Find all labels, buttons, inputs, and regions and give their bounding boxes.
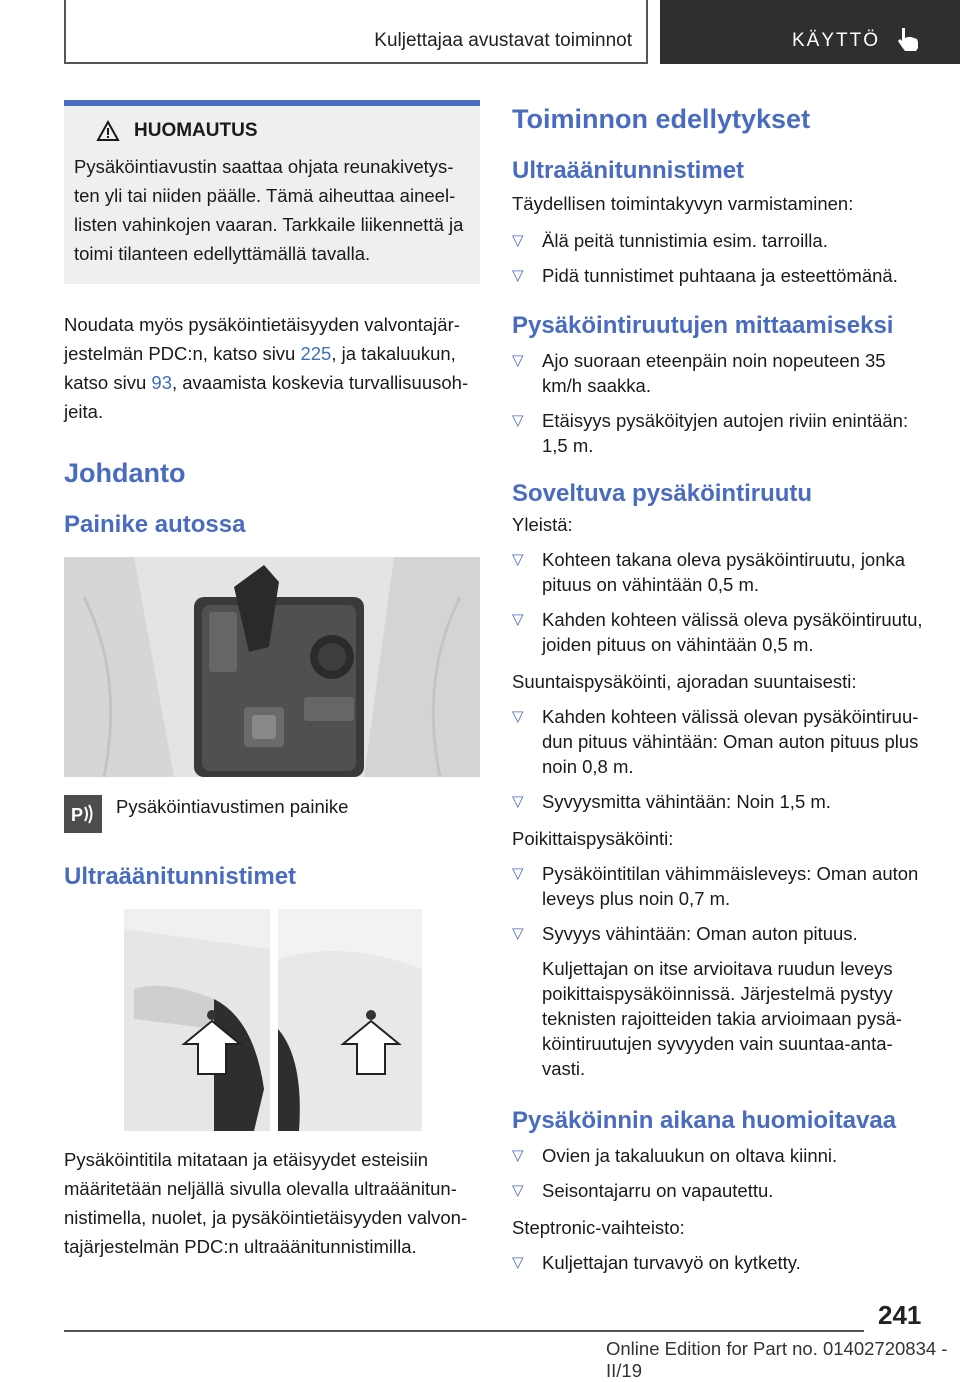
center-console-photo <box>64 557 480 777</box>
ultra-list <box>512 228 928 288</box>
header-section-box <box>64 0 648 64</box>
mittaus-list <box>512 348 928 458</box>
list-item: ▽ Syvyys vähintään: Oman auton pituus. <box>512 921 928 946</box>
heading-painike-autossa: Painike autossa <box>64 511 246 538</box>
heading-johdanto: Johdanto <box>64 458 186 488</box>
suuntais-label: Suuntaispysäköinti, ajoradan suuntaisesti: <box>512 671 857 692</box>
notice-text: Pysäköintiavustin saattaa ohjata reunakivetysten yli tai niiden päälle. Tämä aiheuttaa aineellisten vahinkojen vaaran. Tarkkaile liikennettä ja toimi tilanteen edellyttämällä tavalla. <box>74 156 464 264</box>
header-chapter-box <box>660 0 960 64</box>
list-item: ▽ Ajo suoraan eteenpäin noin nopeuteen 35 km/h saakka. <box>512 348 928 398</box>
yleista-list <box>512 547 928 657</box>
notice-title: HUOMAUTUS <box>134 120 258 141</box>
steptronic-label: Steptronic-vaihteisto: <box>512 1217 685 1238</box>
header-section-title: Kuljettajaa avustavat toiminnot <box>374 30 632 51</box>
heading-mittaus: Pysäköintiruutujen mittaamiseksi <box>512 312 894 339</box>
page-link-225[interactable]: 225 <box>300 343 332 364</box>
poikittais-list <box>512 861 928 946</box>
heading-ultraaanitunnistimet-left: Ultraäänitunnistimet <box>64 863 297 890</box>
steptronic-list <box>512 1250 928 1275</box>
button-caption: Pysäköintiavustimen painike <box>116 796 349 817</box>
notice-box <box>64 100 480 284</box>
aikana-list <box>512 1143 928 1203</box>
suuntais-list <box>512 704 928 814</box>
list-item: ▽ Kohteen takana oleva pysäköintiruutu, jonka pituus on vähintään 0,5 m. <box>512 547 928 597</box>
page-link-93[interactable]: 93 <box>151 372 172 393</box>
list-item: ▽ Syvyysmitta vähintään: Noin 1,5 m. <box>512 789 928 814</box>
list-item: ▽ Seisontajarru on vapautettu. <box>512 1178 928 1203</box>
list-item: ▽ Kahden kohteen välissä oleva pysäköintiruutu, joiden pituus on vähintään 0,5 m. <box>512 607 928 657</box>
svg-text:P: P <box>71 805 84 825</box>
sensor-paragraph: Pysäköintitila mitataan ja etäisyydet esteisiin määritetään neljällä sivulla olevalla ultraäänitunnistimella, nuolet, ja pysäköintietäisyyden valvontajärjestelmän PDC:n ultraäänitunnistimilla. <box>64 1149 468 1257</box>
footer-divider <box>64 1330 864 1332</box>
left-column <box>64 100 480 1261</box>
list-item: ▽ Ovien ja takaluukun on oltava kiinni. <box>512 1143 928 1168</box>
heading-soveltuva: Soveltuva pysäköintiruutu <box>512 480 813 507</box>
right-column <box>512 100 928 1285</box>
heading-toiminnon-edellytykset: Toiminnon edellytykset <box>512 104 811 134</box>
poikittais-note: Kuljettajan on itse arvioitava ruudun leveys poikittaispysäköinnissä. Järjestelmä pystyy teknisten rajoitteiden takia arvioimaan pysäköintiruutujen syvyyden vain suuntaa-antavasti. <box>542 958 902 1079</box>
page-number: 241 <box>878 1300 922 1330</box>
header-chapter-title: KÄYTTÖ <box>792 30 881 51</box>
list-item: ▽ Pysäköintitilan vähimmäisleveys: Oman auton leveys plus noin 0,7 m. <box>512 861 928 911</box>
heading-aikana: Pysäköinnin aikana huomioitavaa <box>512 1107 897 1134</box>
list-item: ▽ Kahden kohteen välissä olevan pysäköintiruudun pituus vähintään: Oman auton pituus plus noin 0,8 m. <box>512 704 928 779</box>
list-item: ▽ Pidä tunnistimet puhtaana ja esteettömänä. <box>512 263 928 288</box>
list-item: ▽ Älä peitä tunnistimia esim. tarroilla. <box>512 228 928 253</box>
list-item: ▽ Kuljettajan turvavyö on kytketty. <box>512 1250 928 1275</box>
ultrasonic-sensors-photo <box>64 909 480 1131</box>
ultra-intro: Täydellisen toimintakyvyn varmistaminen: <box>512 193 854 214</box>
parking-assistant-button-icon <box>64 795 102 833</box>
list-item: ▽ Etäisyys pysäköityjen autojen riviin enintään: 1,5 m. <box>512 408 928 458</box>
yleista-label: Yleistä: <box>512 514 573 535</box>
heading-ultraaanitunnistimet-right: Ultraäänitunnistimet <box>512 157 745 184</box>
hand-pointer-icon <box>896 26 922 52</box>
intro-paragraph: Noudata myös pysäköintietäisyyden valvontajärjestelmän PDC:n, katso sivu 225, ja takaluukun, katso sivu 93, avaamista koskevia turvallisuusohjeita. <box>64 314 469 422</box>
warning-icon <box>96 120 120 142</box>
footer-edition: Online Edition for Part no. 01402720834 - II/19 <box>606 1338 948 1381</box>
poikittais-label: Poikittaispysäköinti: <box>512 828 674 849</box>
